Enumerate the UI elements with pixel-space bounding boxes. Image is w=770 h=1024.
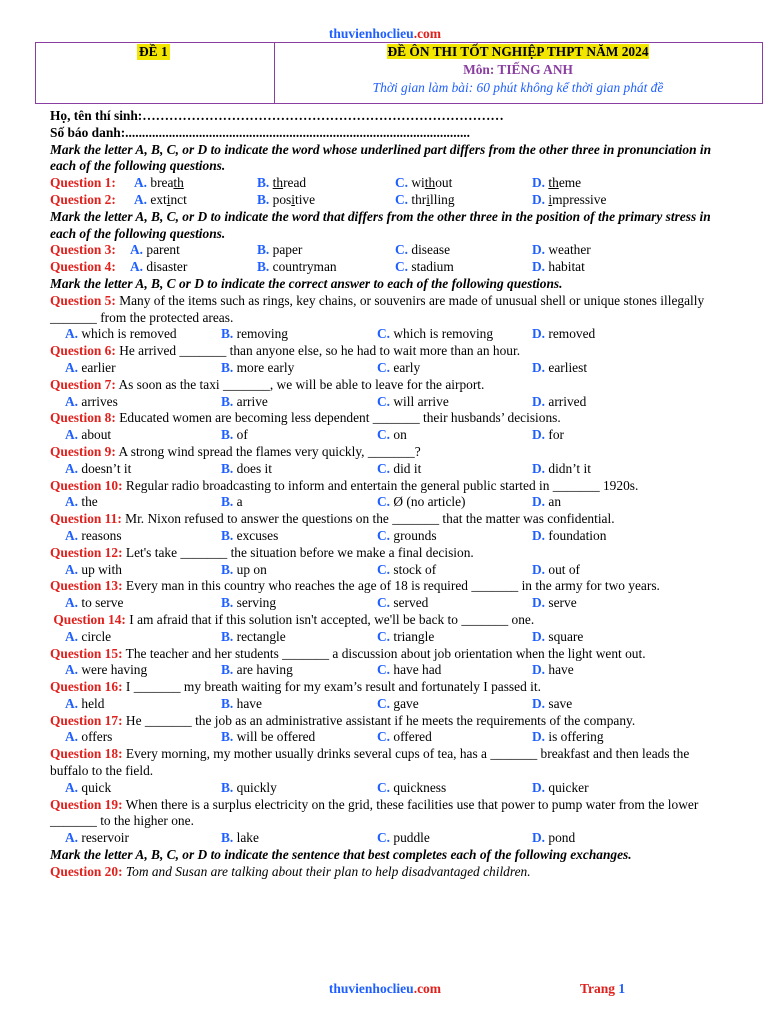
question-11-options: A. reasons B. excuses C. grounds D. foundation (65, 527, 607, 543)
question-9-options: A. doesn’t it B. does it C. did it D. didn’t it (65, 460, 591, 476)
question-8-options: A. about B. of C. on D. for (65, 427, 565, 443)
question-14-options: A. circle B. rectangle C. triangle D. square (65, 628, 584, 644)
site-footer-link: thuvienhoclieu.com (328, 981, 442, 996)
exam-time: Thời gian làm bài: 60 phút không kể thời gian phát đề (372, 80, 664, 95)
instruction-exchanges: Mark the letter A, B, C, or D to indicate the sentence that best completes each of the following exchanges. (50, 847, 632, 863)
question-7-options: A. arrives B. arrive C. will arrive D. arrived (65, 393, 587, 409)
question-16-options: A. held B. have C. gave D. save (65, 695, 573, 711)
question-15-stem: Question 15: The teacher and her students _______ a discussion about job orientation when the light went out. (50, 645, 646, 661)
question-16-stem: Question 16: I _______ my breath waiting for my exam’s result and fortunately I passed it. (50, 679, 541, 695)
exam-title: ĐỀ ÔN THI TỐT NGHIỆP THPT NĂM 2024 (387, 44, 649, 59)
question-10-stem: Question 10: Regular radio broadcasting to inform and entertain the general public started in _______ 1920s. (50, 477, 639, 493)
instruction-pronunciation: Mark the letter A, B, C, or D to indicate the word whose underlined part differs from the other three in pronunciation in each of the following questions. (50, 141, 712, 174)
question-18-stem: Question 18: Every morning, my mother usually drinks several cups of tea, has a _______ breakfast and then leads the buffalo to the field. (50, 746, 690, 779)
question-17-options: A. offers B. will be offered C. offered D. is offering (65, 729, 604, 745)
question-12-options: A. up with B. up on C. stock of D. out of (65, 561, 581, 577)
question-5-stem: Question 5: Many of the items such as rings, key chains, or souvenirs are made of unusual shell or unique stones illegally _______ from the protected areas. (50, 292, 705, 325)
question-6-options: A. earlier B. more early C. early D. earliest (65, 359, 588, 375)
question-3: Question 3: A. parent B. paper C. disease D. weather (50, 242, 591, 258)
question-18-options: A. quick B. quickly C. quickness D. quicker (65, 779, 589, 795)
question-7-stem: Question 7: As soon as the taxi _______, we will be able to leave for the airport. (50, 376, 485, 392)
question-6-stem: Question 6: He arrived _______ than anyone else, so he had to wait more than an hour. (50, 343, 521, 359)
question-2: Question 2: A. extinct B. positive C. thrilling D. impressive (50, 191, 607, 207)
question-10-options: A. the B. a C. Ø (no article) D. an (65, 494, 562, 510)
question-20-stem: Question 20: Tom and Susan are talking about their plan to help disadvantaged children. (50, 863, 531, 879)
student-id-line: Số báo danh:....................................................................................................... (50, 124, 470, 140)
exam-header-box (35, 42, 763, 104)
question-19-stem: Question 19: When there is a surplus electricity on the grid, these facilities use that power to pump water from the lower _______ to the higher one. (50, 796, 699, 829)
instruction-correct-answer: Mark the letter A, B, C or D to indicate the correct answer to each of the following questions. (50, 275, 563, 291)
question-13-stem: Question 13: Every man in this country who reaches the age of 18 is required _______ in the army for two years. (50, 578, 660, 594)
question-14-stem: Question 14: I am afraid that if this solution isn't accepted, we'll be back to _______ one. (53, 611, 535, 627)
question-13-options: A. to serve B. serving C. served D. serve (65, 595, 577, 611)
question-9-stem: Question 9: A strong wind spread the flames very quickly, _______? (50, 443, 421, 459)
question-19-options: A. reservoir B. lake C. puddle D. pond (65, 830, 576, 846)
student-name-line: Họ, tên thí sinh:……………………………………………………………………… (50, 108, 504, 123)
instruction-stress: Mark the letter A, B, C, or D to indicate the word that differs from the other three in the position of the primary stress in each of the following questions. (50, 208, 711, 241)
question-17-stem: Question 17: He _______ the job as an administrative assistant if he meets the requirements of the company. (50, 712, 636, 728)
site-header-link: thuvienhoclieu.com (328, 26, 442, 41)
page-number: Trang 1 (580, 981, 626, 996)
exam-code: ĐỀ 1 (139, 44, 168, 59)
question-5-options: A. which is removed B. removing C. which is removing D. removed (65, 326, 596, 342)
question-4: Question 4: A. disaster B. countryman C. stadium D. habitat (50, 259, 585, 275)
exam-content (50, 108, 720, 881)
exam-subject: Môn: TIẾNG ANH (463, 62, 573, 77)
question-1: Question 1: A. breath B. thread C. without D. theme (50, 175, 582, 191)
question-12-stem: Question 12: Let's take _______ the situation before we make a final decision. (50, 544, 474, 560)
question-11-stem: Question 11: Mr. Nixon refused to answer the questions on the _______ that the matter was confidential. (50, 511, 615, 527)
question-15-options: A. were having B. are having C. have had D. have (65, 662, 574, 678)
question-8-stem: Question 8: Educated women are becoming less dependent _______ their husbands’ decisions. (50, 410, 561, 426)
